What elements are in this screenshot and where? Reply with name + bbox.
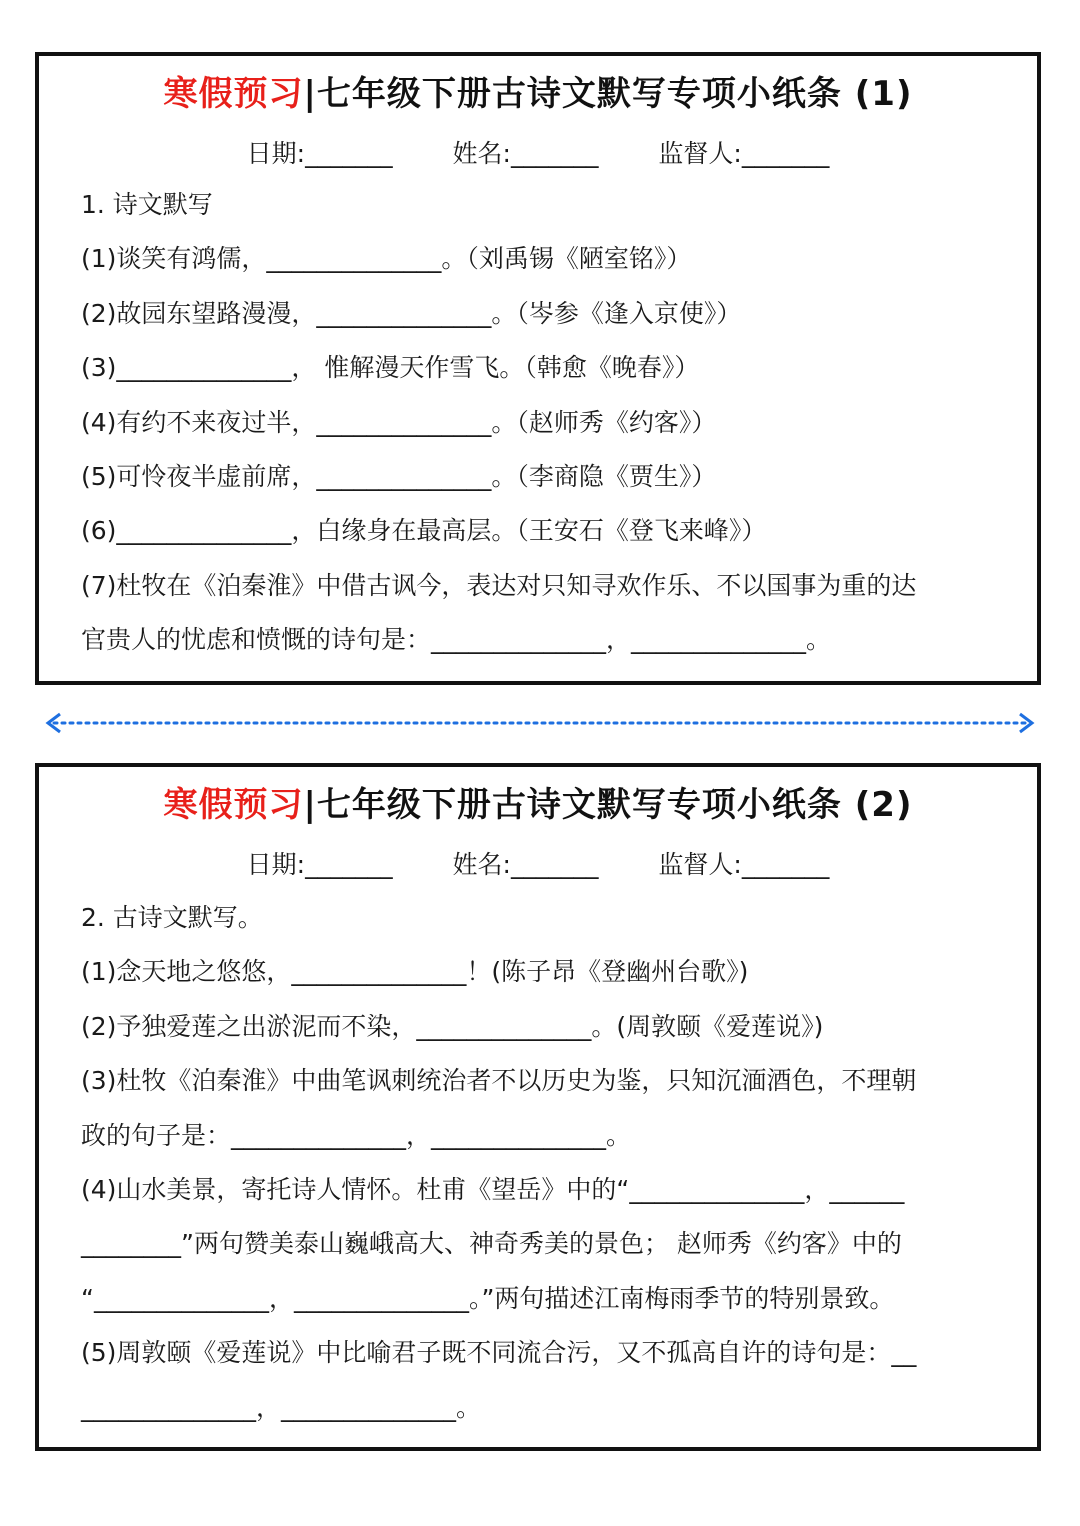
card-1-question-7: (7)杜牧在《泊秦淮》中借古讽今，表达对只知寻欢作乐、不以国事为重的达 — [81, 571, 917, 600]
card-1-meta — [39, 134, 1037, 170]
card-2-question-4-cont-2[interactable]: “______________，______________。”两句描述江南梅雨季节的特别景致。 — [81, 1284, 895, 1313]
card-2-question-3: (3)杜牧《泊秦淮》中曲笔讽刺统治者不以历史为鉴，只知沉湎酒色，不理朝 — [81, 1066, 917, 1095]
card-1-question-7-cont[interactable]: 官贵人的忧虑和愤慨的诗句是：______________，______________。 — [81, 625, 832, 654]
card-2-question-1[interactable]: (1)念天地之悠悠，______________！(陈子昂《登幽州台歌》) — [81, 957, 749, 986]
card-2-question-5-cont[interactable]: ______________，______________。 — [81, 1393, 482, 1422]
card-2-title-text: |七年级下册古诗文默写专项小纸条 (2) — [303, 785, 913, 825]
supervisor-field[interactable]: 监督人:_______ — [658, 139, 830, 168]
card-2-title — [39, 777, 1037, 826]
worksheet-card-1 — [35, 52, 1041, 685]
card-2-question-3-cont[interactable]: 政的句子是：______________，______________。 — [81, 1121, 632, 1150]
date-field[interactable]: 日期:_______ — [246, 139, 393, 168]
card-2-question-5[interactable]: (5)周敦颐《爱莲说》中比喻君子既不同流合污，又不孤高自许的诗句是：__ — [81, 1338, 917, 1367]
card-1-question-1[interactable]: (1)谈笑有鸿儒，______________。（刘禹锡《陋室铭》） — [81, 244, 692, 273]
card-1-question-6[interactable]: (6)______________，白缘身在最高层。（王安石《登飞来峰》） — [81, 516, 767, 545]
card-1-question-4[interactable]: (4)有约不来夜过半，______________。（赵师秀《约客》） — [81, 408, 717, 437]
card-1-title — [39, 66, 1037, 115]
card-1-title-highlight: 寒假预习 — [163, 74, 304, 114]
card-1-question-2[interactable]: (2)故园东望路漫漫，______________。（岑参《逢入京使》） — [81, 299, 742, 328]
card-2-title-highlight: 寒假预习 — [163, 785, 304, 825]
name-field[interactable]: 姓名:_______ — [452, 139, 599, 168]
card-1-heading: 1. 诗文默写 — [81, 190, 213, 219]
worksheet-card-2 — [35, 763, 1041, 1451]
card-2-question-4[interactable]: (4)山水美景，寄托诗人情怀。杜甫《望岳》中的“______________，______ — [81, 1175, 905, 1204]
card-1-question-5[interactable]: (5)可怜夜半虚前席，______________。（李商隐《贾生》） — [81, 462, 717, 491]
supervisor-field[interactable]: 监督人:_______ — [658, 850, 830, 879]
card-2-question-4-cont[interactable]: ________”两句赞美泰山巍峨高大、神奇秀美的景色； 赵师秀《约客》中的 — [81, 1229, 902, 1258]
card-2-question-2[interactable]: (2)予独爱莲之出淤泥而不染，______________。(周敦颐《爱莲说》) — [81, 1012, 824, 1041]
cut-line-arrow-icon — [44, 706, 1036, 740]
card-2-heading: 2. 古诗文默写。 — [81, 903, 263, 932]
name-field[interactable]: 姓名:_______ — [452, 850, 599, 879]
card-1-question-3[interactable]: (3)______________， 惟解漫天作雪飞。（韩愈《晚春》） — [81, 353, 700, 382]
card-1-title-text: |七年级下册古诗文默写专项小纸条 (1) — [303, 74, 913, 114]
date-field[interactable]: 日期:_______ — [246, 850, 393, 879]
card-2-meta — [39, 845, 1037, 881]
